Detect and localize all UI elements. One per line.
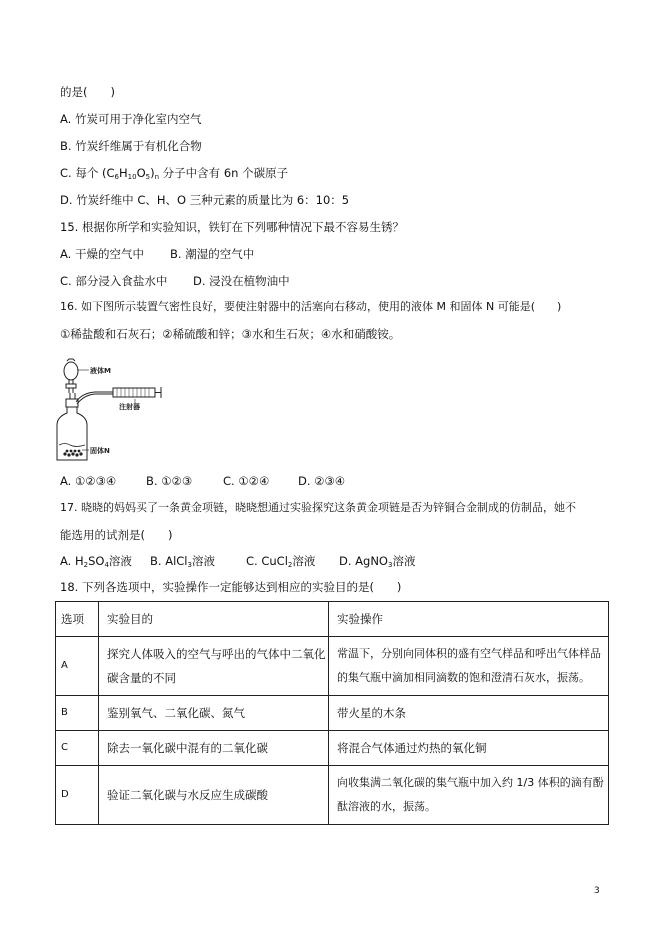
q15-option-d: D. 浸没在植物油中 <box>193 274 290 288</box>
table-row <box>56 731 609 766</box>
q17-option-b: B. AlCl$_3$溶液 <box>150 554 215 569</box>
q17-option-d: D. AgNO$_3$溶液 <box>339 554 416 569</box>
row-label: D <box>56 766 99 825</box>
row-operation: 将混合气体通过灼热的氧化铜 <box>329 731 609 766</box>
row-purpose: 除去一氧化碳中混有的二氧化碳 <box>99 731 329 766</box>
q15-option-a: A. 干燥的空气中 <box>60 247 144 261</box>
q17-stem-line1: 17. 晓晓的妈妈买了一条黄金项链，晓晓想通过实验探究这条黄金项链是否为锌铜合金制成的仿制品，她不 <box>60 501 576 514</box>
q18-stem: 18. 下列各选项中，实验操作一定能够达到相应的实验目的是( ) <box>60 580 402 594</box>
header-operation: 实验操作 <box>329 602 609 637</box>
row-purpose: 验证二氧化碳与水反应生成碳酸 <box>99 766 329 825</box>
row-label: C <box>56 731 99 766</box>
label-syringe: 注射器 <box>119 403 140 411</box>
header-purpose: 实验目的 <box>99 602 329 637</box>
label-solid: 固体N <box>90 447 110 455</box>
q17-stem-line2: 能选用的试剂是( ) <box>60 528 173 542</box>
row-operation: 常温下，分别向同体积的盛有空气样品和呼出气体样品的集气瓶中滴加相同滴数的饱和澄清石灰水，振荡。 <box>329 637 609 696</box>
table-row <box>56 766 609 825</box>
row-label: A <box>56 637 99 696</box>
q15-option-b: B. 潮湿的空气中 <box>170 247 255 261</box>
page-number: 3 <box>594 886 600 896</box>
label-liquid: 液体M <box>90 367 111 375</box>
table-row <box>56 637 609 696</box>
experiment-table <box>55 601 609 825</box>
q15-stem: 15. 根据你所学和实验知识，铁钉在下列哪种情况下最不容易生锈？ <box>60 220 404 234</box>
q14-option-d: D. 竹炭纤维中 C、H、O 三种元素的质量比为 6：10：5 <box>60 193 350 207</box>
q14-stem-tail: 的是( ) <box>60 85 115 99</box>
q16-choices: ①稀盐酸和石灰石；②稀硫酸和锌；③水和生石灰；④水和硝酸铵。 <box>60 327 401 341</box>
row-purpose: 探究人体吸入的空气与呼出的气体中二氧化碳含量的不同 <box>99 637 329 696</box>
row-purpose: 鉴别氧气、二氧化碳、氮气 <box>99 696 329 731</box>
row-label: B <box>56 696 99 731</box>
row-operation: 带火星的木条 <box>329 696 609 731</box>
q16-option-a: A. ①②③④ <box>60 474 117 488</box>
q16-option-d: D. ②③④ <box>298 474 346 488</box>
q14-option-a: A. 竹炭可用于净化室内空气 <box>60 112 202 126</box>
apparatus-figure <box>55 355 165 465</box>
table-header-row <box>56 602 609 637</box>
row-operation: 向收集满二氧化碳的集气瓶中加入约 1/3 体积的滴有酚酞溶液的水，振荡。 <box>329 766 609 825</box>
q17-option-a: A. $H_2SO_4$溶液 <box>60 554 132 569</box>
q14-option-c: C. 每个 $(C_6H_{10}O_5)_n$ 分子中含有 6n 个碳原子 <box>60 166 289 181</box>
q14-option-b: B. 竹炭纤维属于有机化合物 <box>60 139 202 153</box>
q15-option-c: C. 部分浸入食盐水中 <box>60 274 168 288</box>
q17-option-c: C. CuCl$_2$溶液 <box>246 554 316 569</box>
q16-option-b: B. ①②③ <box>146 474 193 488</box>
q16-stem: 16. 如下图所示装置气密性良好，要使注射器中的活塞向右移动，使用的液体 M 和固体 N 可能是( ) <box>60 300 562 313</box>
header-option: 选项 <box>56 602 99 637</box>
table-row <box>56 696 609 731</box>
q16-option-c: C. ①②④ <box>223 474 270 488</box>
